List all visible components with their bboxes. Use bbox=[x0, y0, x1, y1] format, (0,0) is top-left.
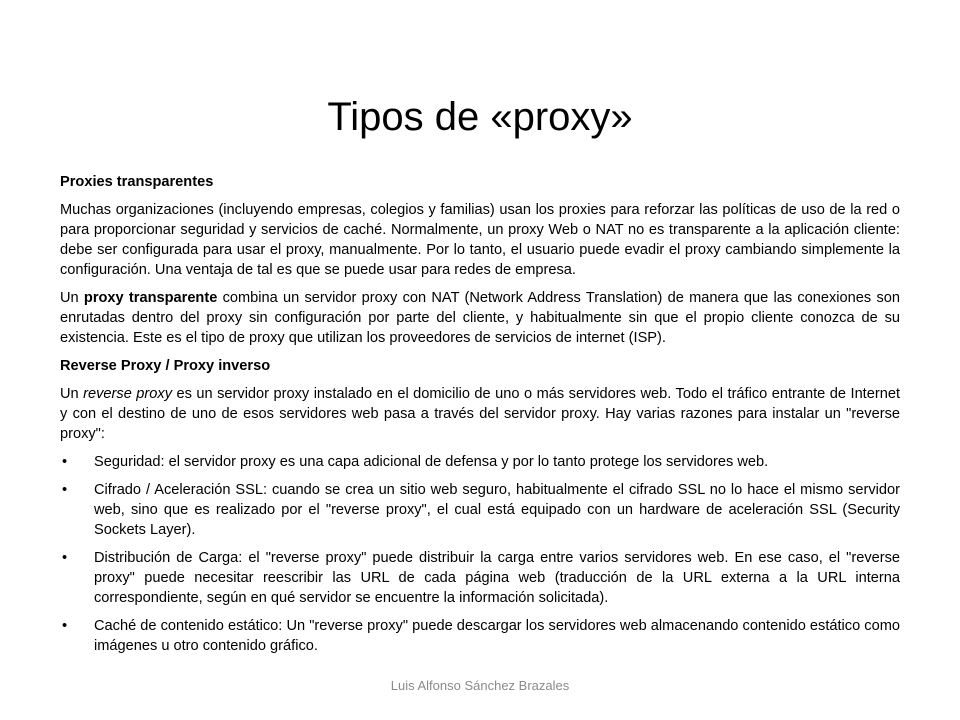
paragraph-reverse-proxy bbox=[60, 384, 900, 444]
bullet-item-ssl bbox=[60, 480, 900, 540]
bullet-text: Distribución de Carga: el "reverse proxy" puede distribuir la carga entre varios servidores web. En ese caso, el "reverse proxy" puede necesitar reescribir las URL de cada página web (traducción de la URL externa a la URL interna correspondiente, según en qué servidor se encuentre la información solicitada). bbox=[94, 550, 900, 606]
section-heading-transparent-proxies: Proxies transparentes bbox=[60, 174, 214, 190]
bullet-icon: • bbox=[62, 454, 68, 470]
bullet-item-static-cache bbox=[60, 616, 900, 656]
section-heading-reverse-proxy: Reverse Proxy / Proxy inverso bbox=[60, 358, 271, 374]
italic-term-reverse-proxy: reverse proxy bbox=[83, 386, 172, 402]
bullet-text: Seguridad: el servidor proxy es una capa adicional de defensa y por lo tanto protege los servidores web. bbox=[94, 454, 769, 470]
bullet-text: Cifrado / Aceleración SSL: cuando se crea un sitio web seguro, habitualmente el cifrado SSL no lo hace el mismo servidor web, sino que es realizado por el "reverse proxy", el cual está equipado con un hardware de aceleración SSL (Security Sockets Layer). bbox=[94, 482, 900, 538]
paragraph-organizations: Muchas organizaciones (incluyendo empresas, colegios y familias) usan los proxies para reforzar las políticas de uso de la red o para proporcionar seguridad y servicios de caché. Normalmente, un proxy Web o NAT no es transparente a la aplicación cliente: debe ser configurada para usar el proxy, manualmente. Por lo tanto, el usuario puede evadir el proxy cambiando simplemente la configuración. Una ventaja de tal es que se puede usar para redes de empresa. bbox=[60, 202, 900, 278]
paragraph-transparent-proxy bbox=[60, 288, 900, 348]
bullet-icon: • bbox=[62, 550, 68, 566]
text-segment: Un bbox=[60, 386, 84, 402]
bullet-icon: • bbox=[62, 618, 68, 634]
bullet-text: Caché de contenido estático: Un "reverse proxy" puede descargar los servidores web almacenando contenido estático como imágenes u otro contenido gráfico. bbox=[94, 618, 900, 654]
bullet-icon: • bbox=[62, 482, 68, 498]
slide-footer-author: Luis Alfonso Sánchez Brazales bbox=[390, 678, 570, 693]
text-segment: Un bbox=[60, 290, 84, 306]
bullet-item-load-balancing bbox=[60, 548, 900, 608]
bullet-item-security bbox=[60, 452, 900, 472]
text-segment: combina un servidor proxy con NAT (Network Address Translation) de manera que las conexiones son enrutadas dentro del proxy sin configuración por parte del cliente, y habitualmente sin que el propio cliente conozca de su existencia. Este es el tipo de proxy que utilizan los proveedores de servicios de internet (ISP). bbox=[60, 290, 900, 346]
reasons-bullet-list bbox=[60, 452, 900, 656]
slide-content bbox=[60, 172, 900, 664]
slide-title: Tipos de «proxy» bbox=[327, 94, 633, 139]
text-segment: es un servidor proxy instalado en el domicilio de uno o más servidores web. Todo el tráfico entrante de Internet y con el destino de uno de esos servidores web pasa a través del servidor proxy. Hay varias razones para instalar un "reverse proxy": bbox=[60, 386, 900, 442]
bold-term-transparent-proxy: proxy transparente bbox=[83, 290, 218, 306]
